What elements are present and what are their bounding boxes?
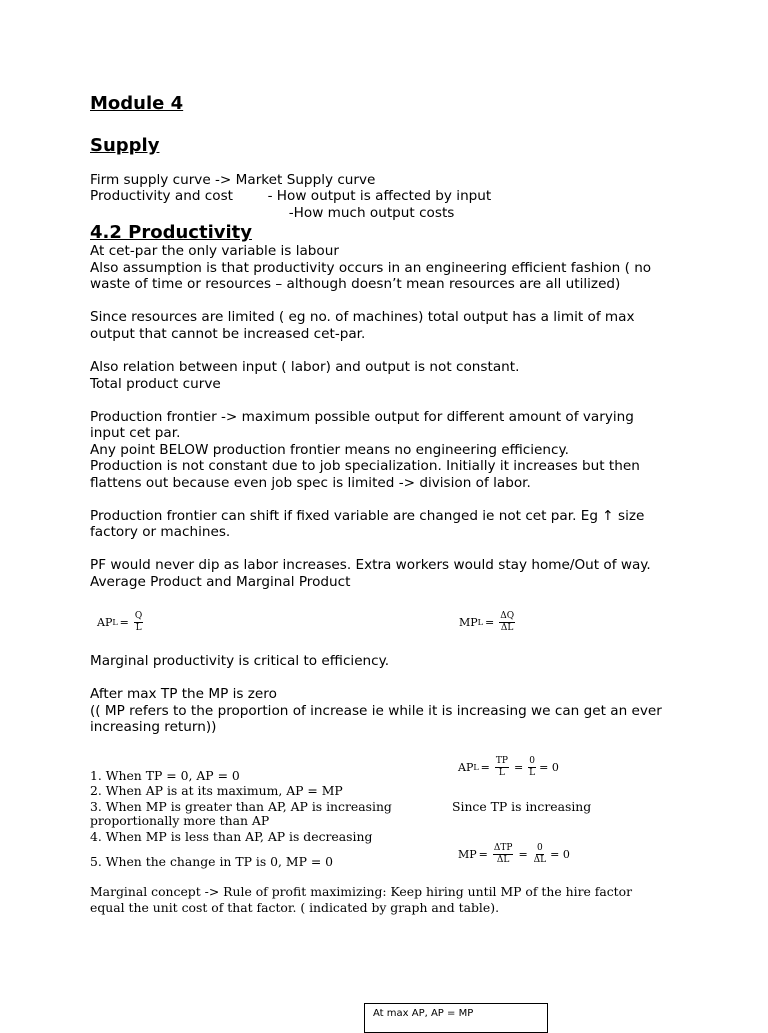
eq-ap2-fraction-1 <box>495 756 509 779</box>
eq-ap2-result: = 0 <box>539 761 559 774</box>
para4-line-3: Any point BELOW production frontier means no engineering efficiency. <box>90 442 569 458</box>
intro-line-1: Firm supply curve -> Market Supply curve <box>90 172 376 188</box>
since-tp-note: Since TP is increasing <box>452 799 592 814</box>
eq-ap-sub: L <box>112 618 118 627</box>
eq-ap2-den1: L <box>498 768 505 778</box>
para6-line-1: PF would never dip as labor increases. Extra workers would stay home/Out of way. <box>90 557 651 573</box>
para4-line-2: input cet par. <box>90 425 181 441</box>
equation-average-product: AP L = $\frac{Q}{L}$ <box>97 611 143 633</box>
para5-line-2: factory or machines. <box>90 524 231 540</box>
para4-line-4: Production is not constant due to job specialization. Initially it increases but then <box>90 458 640 474</box>
para3-line-2: Total product curve <box>90 376 221 392</box>
para8-line-3: increasing return)) <box>90 719 217 735</box>
para4-line-5: flattens out because even job spec is limited -> division of labor. <box>90 475 531 491</box>
para5-line-1: Production frontier can shift if fixed variable are changed ie not cet par. Eg ↑ size <box>90 508 645 524</box>
list-item-3-cont: proportionally more than AP <box>90 813 270 828</box>
eq-ap-den: L <box>135 623 142 633</box>
equation-mp-zero: MP = $\frac{\text{ΔTP}}{\Delta L}$ = $\frac{0}{\Delta L}$ = 0 <box>458 843 570 865</box>
eq-ap-fraction <box>134 611 143 634</box>
list-item-2: 2. When AP is at its maximum, AP = MP <box>90 783 343 798</box>
eq-mp2-result: = 0 <box>550 848 570 861</box>
eq-mp2-fraction-2 <box>533 843 547 866</box>
eq-mp2-num2: 0 <box>537 843 543 853</box>
intro-line-3: -How much output costs <box>90 205 455 221</box>
eq-mp-fraction <box>499 611 515 634</box>
para3-line-1: Also relation between input ( labor) and output is not constant. <box>90 359 520 375</box>
para8-line-1: After max TP the MP is zero <box>90 686 277 702</box>
section-heading-supply: Supply <box>90 135 160 156</box>
eq-mp-den: ΔL <box>500 623 514 633</box>
eq-mp-lhs: MP <box>459 616 478 629</box>
eq-mp2-fraction-1 <box>493 843 514 866</box>
eq-ap-lhs: AP <box>97 616 113 629</box>
intro-line-2: Productivity and cost - How output is affected by input <box>90 188 492 204</box>
eq-ap2-lhs: AP <box>458 761 474 774</box>
ap-mp-callout-box <box>364 1003 548 1033</box>
eq-ap2-sub: L <box>473 763 479 772</box>
eq-mp2-num1: ΔTP <box>493 843 513 853</box>
eq-mp-num: ΔQ <box>500 611 515 621</box>
marginal-line-2: equal the unit cost of that factor. ( indicated by graph and table). <box>90 900 500 915</box>
ap-mp-callout-label: At max AP, AP = MP <box>373 1008 474 1019</box>
para6-line-2: Average Product and Marginal Product <box>90 574 351 590</box>
eq-mp2-lhs: MP <box>458 848 477 861</box>
para2-line-2: output that cannot be increased cet-par. <box>90 326 366 342</box>
para2-line-1: Since resources are limited ( eg no. of machines) total output has a limit of max <box>90 309 635 325</box>
para1-line-2: Also assumption is that productivity occurs in an engineering efficient fashion ( no <box>90 260 652 276</box>
eq-mp2-den2: ΔL <box>533 855 547 865</box>
para7: Marginal productivity is critical to efficiency. <box>90 653 390 669</box>
list-item-1: 1. When TP = 0, AP = 0 <box>90 768 240 783</box>
subsection-heading-productivity: 4.2 Productivity <box>90 222 252 243</box>
eq-mp-sub: L <box>477 618 483 627</box>
equation-ap-zero: AP L = $\frac{TP}{L}$ = $\frac{0}{L}$ = 0 <box>458 756 559 778</box>
eq-ap2-num1: TP <box>495 756 508 766</box>
eq-ap2-den2: L <box>529 768 536 778</box>
list-item-5: 5. When the change in TP is 0, MP = 0 <box>90 854 334 869</box>
eq-ap2-num2: 0 <box>529 756 536 766</box>
eq-mp2-den1: ΔL <box>496 855 510 865</box>
para8-line-2: (( MP refers to the proportion of increase ie while it is increasing we can get an ever <box>90 703 662 719</box>
marginal-line-1: Marginal concept -> Rule of profit maximizing: Keep hiring until MP of the hire factor <box>90 884 633 899</box>
para1-line-1: At cet-par the only variable is labour <box>90 243 339 259</box>
para1-line-3: waste of time or resources – although doesn’t mean resources are all utilized) <box>90 276 621 292</box>
module-title: Module 4 <box>90 93 184 114</box>
list-item-4: 4. When MP is less than AP, AP is decreasing <box>90 829 373 844</box>
equation-marginal-product: MP L = $\frac{\Delta Q}{\Delta L}$ <box>459 611 515 633</box>
para4-line-1: Production frontier -> maximum possible output for different amount of varying <box>90 409 634 425</box>
list-item-3: 3. When MP is greater than AP, AP is increasing <box>90 799 392 814</box>
eq-ap2-fraction-2 <box>528 756 536 779</box>
eq-ap-num: Q <box>134 611 143 621</box>
